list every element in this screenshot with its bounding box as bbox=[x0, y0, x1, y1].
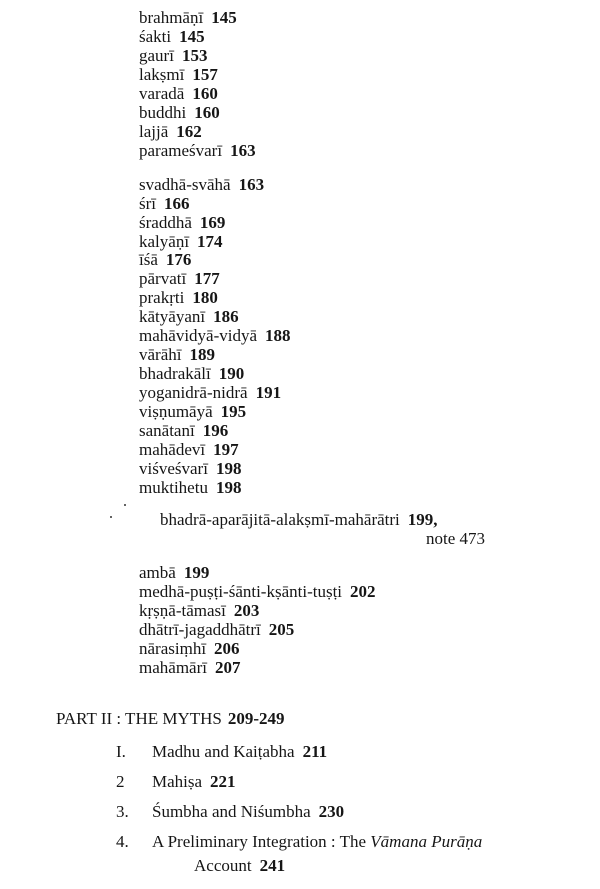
entry-term: medhā-puṣṭi-śānti-kṣānti-tuṣṭi bbox=[139, 582, 343, 601]
index-entry bbox=[139, 232, 223, 251]
chapter-title-line bbox=[152, 772, 236, 792]
entry-term: prakṛti bbox=[139, 288, 185, 307]
entry-page: 188 bbox=[265, 326, 291, 345]
chapter-item bbox=[116, 802, 576, 824]
chapter-page: 211 bbox=[302, 742, 328, 761]
entry-term: viśveśvarī bbox=[139, 459, 208, 478]
entry-term: varadā bbox=[139, 84, 185, 103]
entry-term: vārāhī bbox=[139, 345, 182, 364]
index-entry bbox=[139, 364, 244, 383]
entry-page: 169 bbox=[199, 213, 226, 232]
index-entry bbox=[139, 84, 218, 103]
entry-page: 163 bbox=[238, 175, 265, 194]
entry-term: kalyāṇī bbox=[139, 232, 190, 251]
entry-page: 180 bbox=[192, 288, 218, 307]
index-entry bbox=[139, 46, 207, 65]
index-entry bbox=[139, 345, 215, 364]
entry-page: 202 bbox=[350, 582, 376, 601]
entry-page: 186 bbox=[213, 307, 239, 326]
index-entry bbox=[139, 122, 202, 141]
chapter-title-line bbox=[152, 742, 327, 762]
chapter-title-line bbox=[152, 802, 344, 822]
index-entry bbox=[139, 582, 376, 601]
chapter-index: 3. bbox=[116, 802, 129, 821]
chapter-index: 2 bbox=[116, 772, 125, 791]
entry-page: 160 bbox=[192, 84, 218, 103]
chapter-title-line bbox=[152, 832, 482, 852]
entry-page: 196 bbox=[202, 421, 229, 440]
entry-page: 174 bbox=[197, 232, 223, 251]
entry-term: ambā bbox=[139, 563, 176, 582]
entry-term: bhadrā-aparājitā-alakṣmī-mahārātri bbox=[160, 510, 400, 529]
entry-page: 162 bbox=[176, 122, 202, 141]
entry-term: lajjā bbox=[139, 122, 169, 141]
part-heading-pages: 209-249 bbox=[227, 709, 285, 728]
entry-note bbox=[426, 529, 485, 548]
index-entry bbox=[139, 27, 205, 46]
chapter-title: Śumbha and Niśumbha bbox=[152, 802, 311, 821]
entry-page: 157 bbox=[192, 65, 218, 84]
entry-page: 145 bbox=[211, 8, 237, 27]
entry-term: mahādevī bbox=[139, 440, 206, 459]
entry-term: brahmāṇī bbox=[139, 8, 204, 27]
index-entry bbox=[139, 141, 256, 160]
entry-page: 197 bbox=[213, 440, 239, 459]
entry-term: muktihetu bbox=[139, 478, 208, 497]
entry-page: 163 bbox=[230, 141, 256, 160]
entry-page: 205 bbox=[268, 620, 295, 639]
part-heading bbox=[56, 709, 285, 729]
index-entry bbox=[139, 175, 264, 194]
chapter-index: I. bbox=[116, 742, 126, 761]
entry-page: 207 bbox=[214, 658, 241, 677]
index-entry bbox=[139, 601, 259, 620]
entry-term: svadhā-svāhā bbox=[139, 175, 231, 194]
entry-page: 203 bbox=[233, 601, 260, 620]
print-speck bbox=[124, 504, 126, 506]
index-entry bbox=[139, 8, 237, 27]
chapter-item bbox=[116, 742, 576, 764]
index-entry bbox=[139, 421, 228, 440]
chapter-title: Madhu and Kaiṭabha bbox=[152, 742, 295, 761]
index-entry bbox=[139, 459, 241, 478]
entry-term: dhātrī-jagaddhātrī bbox=[139, 620, 261, 639]
entry-term: īśā bbox=[139, 250, 158, 269]
entry-page: 153 bbox=[181, 46, 208, 65]
entry-term: gaurī bbox=[139, 46, 174, 65]
entry-term: bhadrakālī bbox=[139, 364, 211, 383]
entry-term: parameśvarī bbox=[139, 141, 223, 160]
entry-page: 199, bbox=[407, 510, 438, 529]
entry-term: śrī bbox=[139, 194, 156, 213]
chapter-title-cont: Account bbox=[194, 856, 252, 875]
part-heading-text: PART II : THE MYTHS bbox=[56, 709, 222, 728]
entry-page: 198 bbox=[215, 478, 242, 497]
entry-page: 176 bbox=[165, 250, 192, 269]
print-speck bbox=[110, 516, 112, 518]
entry-page: 189 bbox=[189, 345, 215, 364]
index-entry bbox=[139, 269, 220, 288]
chapter-page: 241 bbox=[259, 856, 286, 875]
index-entry bbox=[139, 103, 220, 122]
chapter-index: 4. bbox=[116, 832, 129, 851]
entry-page: 198 bbox=[215, 459, 242, 478]
index-entry bbox=[139, 620, 294, 639]
entry-term: buddhi bbox=[139, 103, 187, 122]
entry-page: 191 bbox=[255, 383, 282, 402]
chapter-page: 221 bbox=[210, 772, 236, 791]
entry-note-text: note 473 bbox=[426, 529, 486, 548]
index-entry bbox=[139, 288, 218, 307]
chapter-item bbox=[116, 772, 576, 794]
entry-page: 177 bbox=[194, 269, 220, 288]
chapter-title-italic: Vāmana Purāṇa bbox=[370, 832, 483, 851]
entry-term: kātyāyanī bbox=[139, 307, 206, 326]
entry-term: mahāvidyā-vidyā bbox=[139, 326, 258, 345]
entry-page: 166 bbox=[164, 194, 190, 213]
index-entry bbox=[139, 250, 191, 269]
index-entry bbox=[139, 326, 291, 345]
entry-term: nārasiṃhī bbox=[139, 639, 207, 658]
chapter-page: 230 bbox=[318, 802, 345, 821]
index-entry bbox=[139, 440, 239, 459]
entry-page: 145 bbox=[179, 27, 205, 46]
chapter-title: Mahiṣa bbox=[152, 772, 203, 791]
index-entry-long bbox=[160, 510, 438, 529]
entry-term: sanātanī bbox=[139, 421, 195, 440]
entry-term: mahāmārī bbox=[139, 658, 207, 677]
index-entry bbox=[139, 65, 218, 84]
index-entry bbox=[139, 194, 190, 213]
entry-term: kṛṣṇā-tāmasī bbox=[139, 601, 226, 620]
index-entry bbox=[139, 478, 241, 497]
entry-page: 199 bbox=[183, 563, 210, 582]
entry-term: śraddhā bbox=[139, 213, 192, 232]
entry-term: yoganidrā-nidrā bbox=[139, 383, 248, 402]
chapter-title-continuation bbox=[194, 856, 285, 876]
index-entry bbox=[139, 658, 240, 677]
entry-page: 206 bbox=[214, 639, 240, 658]
entry-term: śakti bbox=[139, 27, 172, 46]
index-entry bbox=[139, 213, 225, 232]
entry-term: pārvatī bbox=[139, 269, 187, 288]
entry-term: lakṣmī bbox=[139, 65, 185, 84]
chapter-item bbox=[116, 832, 586, 882]
index-entry bbox=[139, 307, 239, 326]
entry-page: 190 bbox=[218, 364, 245, 383]
index-entry bbox=[139, 383, 281, 402]
entry-page: 195 bbox=[220, 402, 247, 421]
index-entry bbox=[139, 639, 240, 658]
index-entry bbox=[139, 402, 246, 421]
index-entry bbox=[139, 563, 209, 582]
chapter-title: A Preliminary Integration : The bbox=[152, 832, 367, 851]
entry-page: 160 bbox=[194, 103, 220, 122]
entry-term: viṣṇumāyā bbox=[139, 402, 213, 421]
